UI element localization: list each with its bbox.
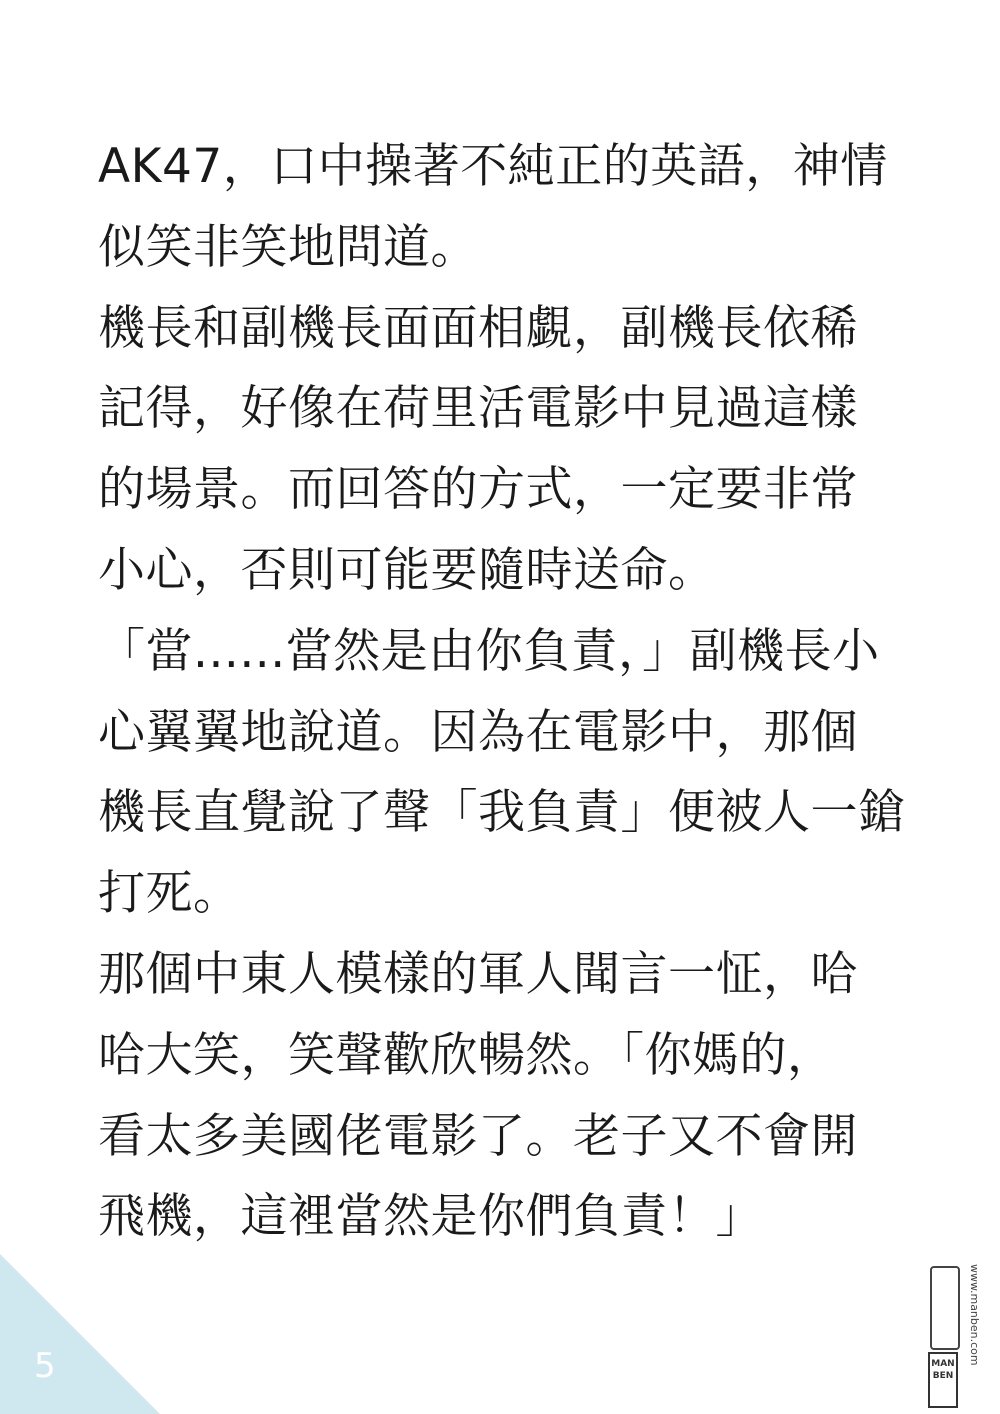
text-line: 飛機，這裡當然是你們負責！」 — [98, 1189, 763, 1245]
text-line: 看太多美國佬電影了。老子又不會開 — [98, 1108, 858, 1164]
text-line: 似笑非笑地問道。 — [98, 219, 478, 275]
body-text — [98, 136, 906, 1267]
watermark-mark — [930, 1266, 960, 1350]
watermark-logo — [928, 1262, 992, 1412]
page-number: 5 — [34, 1346, 56, 1386]
corner-decoration — [0, 1254, 160, 1414]
text-line: 心翼翼地說道。因為在電影中，那個 — [98, 704, 858, 760]
text-line: 小心，否則可能要隨時送命。 — [98, 542, 716, 598]
text-line: 「當......當然是由你負責，」副機長小 — [98, 623, 880, 679]
text-line: 機長和副機長面面相覷，副機長依稀 — [98, 300, 858, 356]
text-line: 機長直覺說了聲「我負責」便被人一鎗 — [98, 785, 906, 841]
watermark-url: www.manben.com — [968, 1264, 981, 1366]
text-line: 哈大笑，笑聲歡欣暢然。「你媽的， — [98, 1027, 835, 1083]
text-line: 那個中東人模樣的軍人聞言一怔，哈 — [98, 946, 858, 1002]
watermark-box: MAN BEN — [928, 1352, 958, 1408]
text-line: 打死。 — [98, 866, 241, 922]
text-line: 記得，好像在荷里活電影中見過這樣 — [98, 381, 858, 437]
text-line: 的場景。而回答的方式，一定要非常 — [98, 462, 858, 518]
text-line: AK47，口中操著不純正的英語，神情 — [98, 139, 888, 194]
